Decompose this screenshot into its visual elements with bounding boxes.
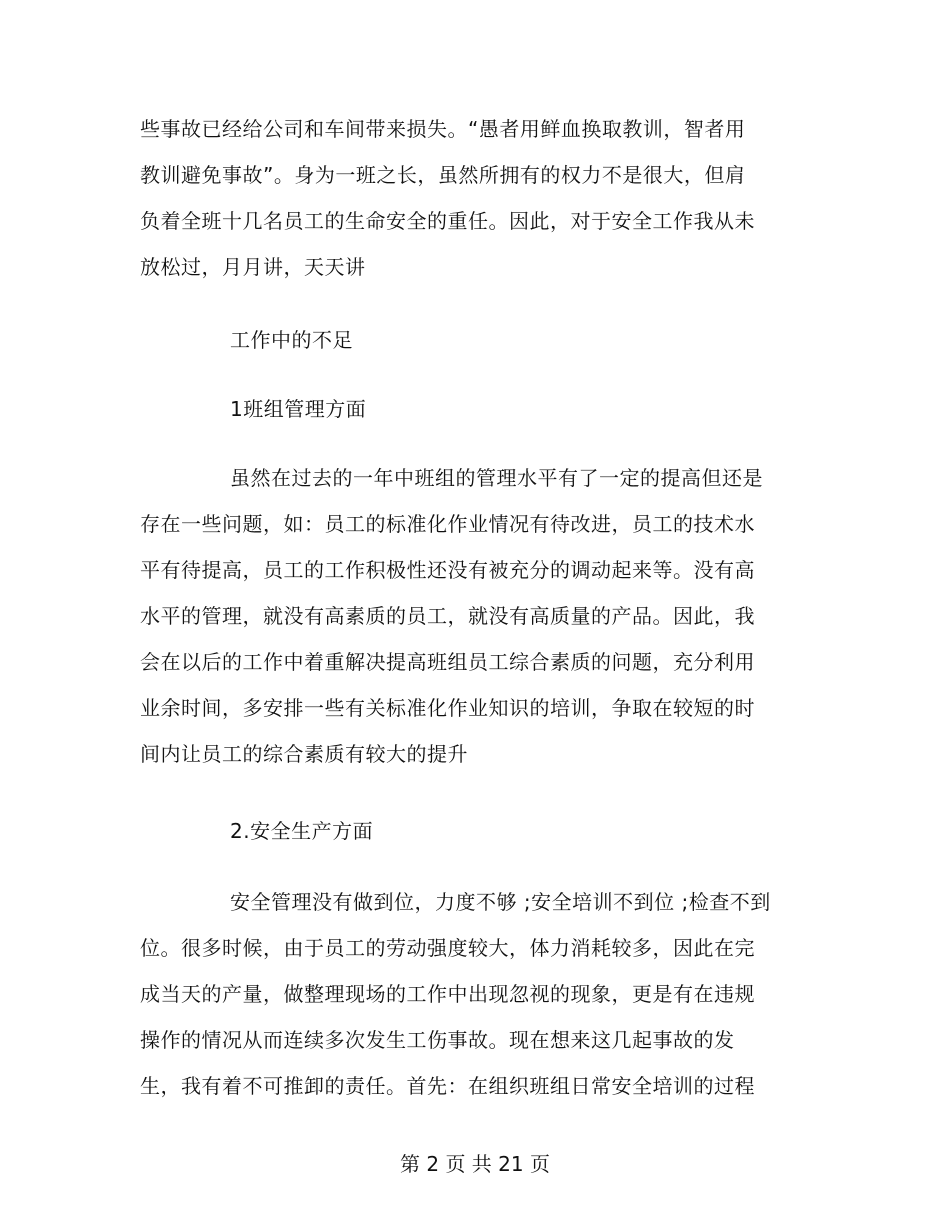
paragraph-line: 会在以后的工作中着重解决提高班组员工综合素质的问题，充分利用	[140, 650, 755, 674]
paragraph-line: 水平的管理，就没有高素质的员工，就没有高质量的产品。因此，我	[140, 604, 755, 628]
paragraph-line: 操作的情况从而连续多次发生工伤事故。现在想来这几起事故的发	[140, 1028, 735, 1052]
paragraph-line: 平有待提高，员工的工作积极性还没有被充分的调动起来等。没有高	[140, 558, 755, 582]
subsection-heading: 2.安全生产方面	[230, 819, 374, 843]
paragraph-line: 些事故已经给公司和车间带来损失。“愚者用鲜血换取教训，智者用	[140, 117, 746, 141]
paragraph-line: 安全管理没有做到位，力度不够 ;安全培训不到位 ;检查不到	[230, 890, 771, 914]
paragraph-line: 虽然在过去的一年中班组的管理水平有了一定的提高但还是	[230, 466, 763, 490]
paragraph-line: 间内让员工的综合素质有较大的提升	[140, 742, 468, 766]
section-heading: 工作中的不足	[230, 328, 353, 352]
subsection-heading: 1班组管理方面	[230, 397, 367, 421]
paragraph-line: 教训避免事故”。身为一班之长，虽然所拥有的权力不是很大，但肩	[140, 163, 746, 187]
paragraph-line: 放松过，月月讲，天天讲	[140, 255, 366, 279]
paragraph-line: 业余时间，多安排一些有关标准化作业知识的培训，争取在较短的时	[140, 696, 755, 720]
page-number-footer: 第 2 页 共 21 页	[400, 1152, 550, 1176]
paragraph-line: 成当天的产量，做整理现场的工作中出现忽视的现象，更是有在违规	[140, 982, 755, 1006]
paragraph-line: 生，我有着不可推卸的责任。首先：在组织班组日常安全培训的过程	[140, 1074, 755, 1098]
paragraph-line: 存在一些问题，如：员工的标准化作业情况有待改进，员工的技术水	[140, 512, 755, 536]
paragraph-line: 位。很多时候，由于员工的劳动强度较大，体力消耗较多，因此在完	[140, 936, 755, 960]
paragraph-line: 负着全班十几名员工的生命安全的重任。因此，对于安全工作我从未	[140, 209, 755, 233]
